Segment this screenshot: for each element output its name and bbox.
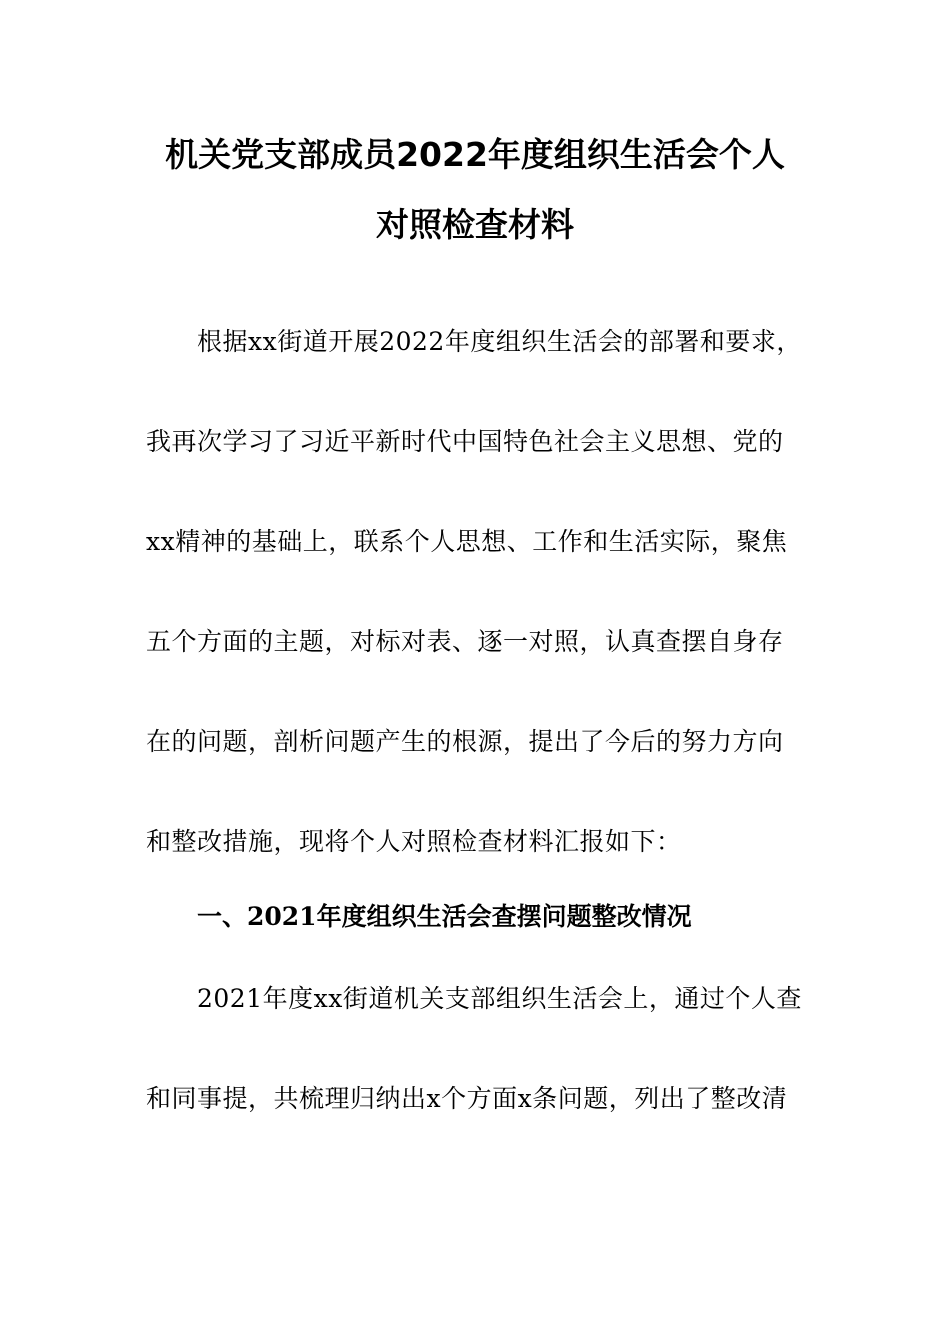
paragraph-2-line-1: 2021年度xx街道机关支部组织生活会上，通过个人查	[197, 984, 802, 1013]
paragraph-1-line-2: 我再次学习了习近平新时代中国特色社会主义思想、党的	[146, 427, 784, 456]
paragraph-1-line-3: xx精神的基础上，联系个人思想、工作和生活实际，聚焦	[146, 527, 788, 556]
paragraph-1-line-1: 根据xx街道开展2022年度组织生活会的部署和要求，	[197, 327, 802, 356]
paragraph-1-line-5: 在的问题，剖析问题产生的根源，提出了今后的努力方向	[146, 727, 784, 756]
paragraph-2-line-2: 和同事提，共梳理归纳出x个方面x条问题，列出了整改清	[146, 1084, 788, 1113]
document-title-line-2: 对照检查材料	[376, 205, 574, 244]
paragraph-1-line-6: 和整改措施，现将个人对照检查材料汇报如下：	[146, 827, 682, 856]
section-1-heading: 一、2021年度组织生活会查摆问题整改情况	[197, 902, 692, 931]
paragraph-1-line-4: 五个方面的主题，对标对表、逐一对照，认真查摆自身存	[146, 627, 784, 656]
document-title-line-1: 机关党支部成员2022年度组织生活会个人	[165, 135, 785, 174]
